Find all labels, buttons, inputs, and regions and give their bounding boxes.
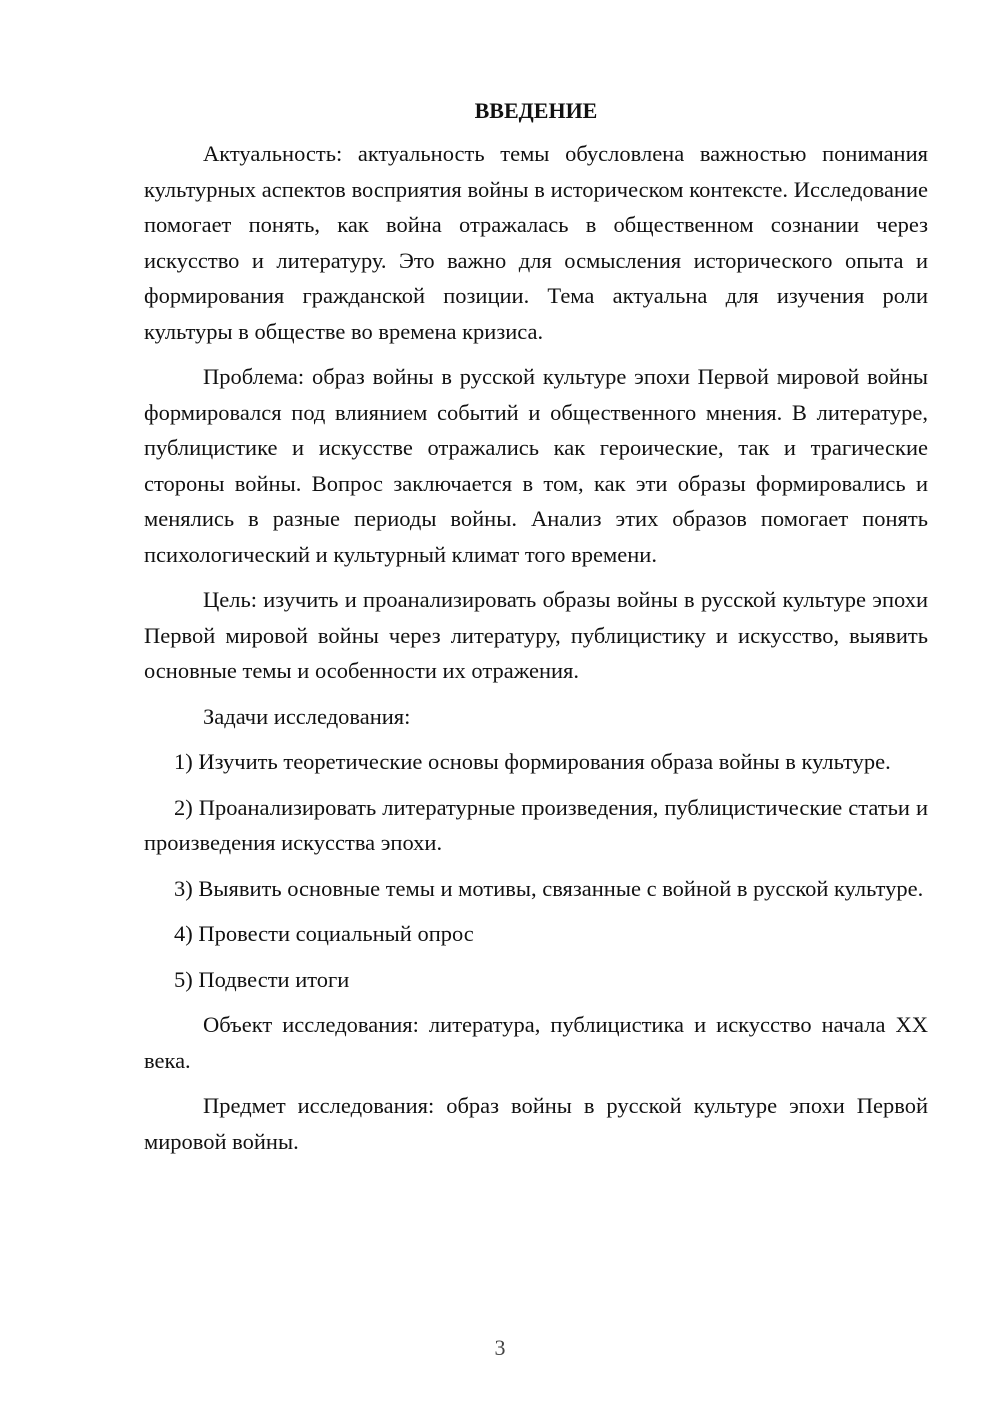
relevance-paragraph: Актуальность: актуальность темы обусловлена важностью понимания культурных аспектов восприятия войны в историческом контексте. Исследование помогает понять, как война отражалась в общественном сознании через искусство и литературу. Это важно для осмысления исторического опыта и формирования гражданской позиции. Тема актуальна для изучения роли культуры в обществе во времена кризиса.: [144, 141, 928, 344]
section-title: ВВЕДЕНИЕ: [474, 98, 598, 123]
object-paragraph: Объект исследования: литература, публицистика и искусство начала XX века.: [144, 1012, 928, 1073]
subject-paragraph: Предмет исследования: образ войны в русской культуре эпохи Первой мировой войны.: [144, 1093, 928, 1154]
tasks-heading: Задачи исследования:: [203, 703, 411, 729]
problem-paragraph: Проблема: образ войны в русской культуре эпохи Первой мировой войны формировался под влиянием событий и общественного мнения. В литературе, публицистике и искусстве отражались как героические, так и трагические стороны войны. Вопрос заключается в том, как эти образы формировались и менялись в разные периоды войны. Анализ этих образов помогает понять психологический и культурный климат того времени.: [144, 364, 928, 567]
task-item-1: 1) Изучить теоретические основы формирования образа войны в культуре.: [174, 749, 891, 774]
goal-paragraph: Цель: изучить и проанализировать образы войны в русской культуре эпохи Первой мировой войны через литературу, публицистику и искусство, выявить основные темы и особенности их отражения.: [144, 587, 928, 683]
task-item-2: 2) Проанализировать литературные произведения, публицистические статьи и произведения искусства эпохи.: [144, 794, 928, 855]
page-number: 3: [494, 1335, 506, 1360]
page-content: [144, 96, 928, 1169]
task-item-4: 4) Провести социальный опрос: [174, 921, 474, 946]
task-item-3: 3) Выявить основные темы и мотивы, связанные с войной в русской культуре.: [174, 875, 924, 901]
task-item-5: 5) Подвести итоги: [174, 966, 350, 992]
